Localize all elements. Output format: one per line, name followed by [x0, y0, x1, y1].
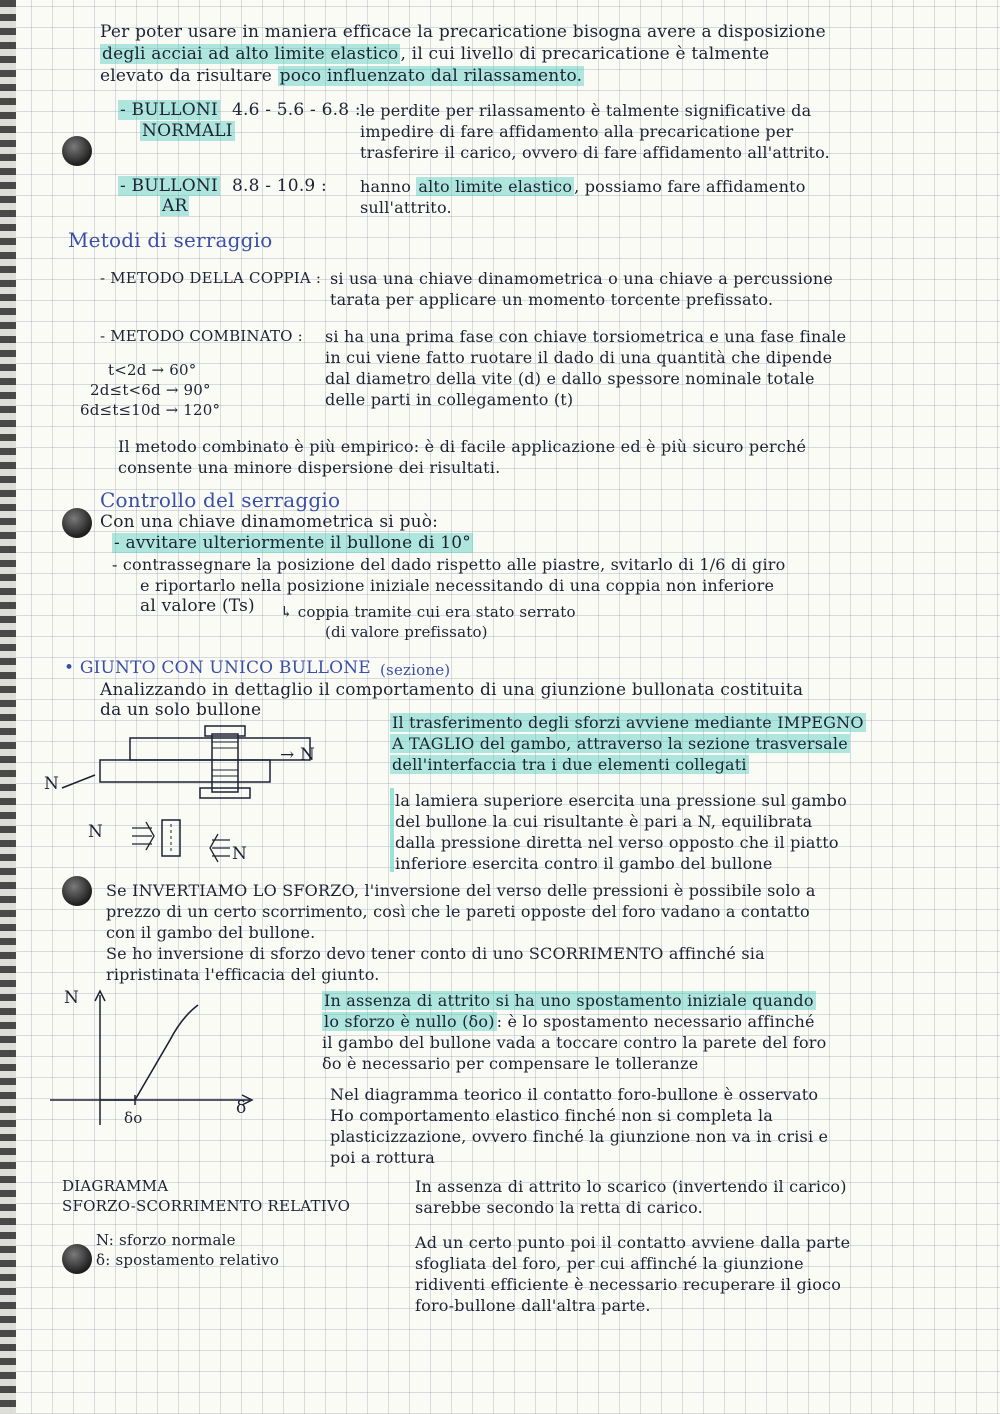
bolts-ar-desc-1a: hanno — [360, 177, 417, 196]
giunto-right-3 — [390, 754, 749, 775]
spiral-binding — [0, 0, 16, 1414]
diagram-text-5: Nel diagramma teorico il contatto foro-bullone è osservato — [330, 1085, 819, 1104]
inversione-line-4: Se ho inversione di sforzo devo tener conto di uno SCORRIMENTO affinché sia — [106, 944, 765, 963]
giunto-right-5: del bullone la cui risultante è pari a N, equilibrata — [395, 812, 813, 831]
force-label-small-left: N — [88, 822, 104, 842]
punch-hole — [62, 1244, 92, 1274]
lower-plate — [100, 760, 270, 782]
controllo-line-4: e riportarlo nella posizione iniziale necessitando di una coppia non inferiore — [140, 576, 775, 595]
section-heading-controllo: Controllo del serraggio — [100, 488, 341, 512]
pressure-arrows-left — [132, 822, 154, 850]
highlight: Il trasferimento degli sforzi avviene mediante IMPEGNO — [392, 713, 864, 732]
rotation-rule-2: 2d≤t<6d → 90° — [90, 381, 211, 399]
giunto-line-2: da un solo bullone — [100, 700, 262, 720]
controllo-line-2 — [112, 533, 473, 554]
highlight-bar — [390, 788, 394, 872]
bolts-ar-label-1: - BULLONI — [120, 176, 218, 196]
bolts-normal-label-2-text: NORMALI — [142, 121, 233, 141]
combinato-note-1: Il metodo combinato è più empirico: è di facile applicazione ed è più sicuro perché — [118, 437, 807, 456]
diagram-text-2-rest: : è lo spostamento necessario affinché — [496, 1012, 815, 1031]
bolts-ar-label-2-text: AR — [162, 196, 188, 216]
diagram-text-2 — [322, 1011, 815, 1032]
diagram-text-12: sfogliata del foro, per cui affinché la giunzione — [415, 1254, 804, 1273]
section-heading-metodi: Metodi di serraggio — [68, 228, 273, 252]
bolts-normal-desc-1: le perdite per rilassamento è talmente significative da — [360, 101, 812, 120]
diagram-y-label: N — [64, 988, 80, 1008]
bolts-ar-desc-1c: , possiamo fare affidamento — [574, 177, 806, 196]
punch-hole — [62, 136, 92, 166]
nut — [200, 788, 250, 798]
force-label-right: → N — [280, 745, 316, 765]
bolt-shank — [212, 734, 238, 792]
controllo-line-6: ↳ coppia tramite cui era stato serrato — [280, 603, 576, 621]
diagram-text-7: plasticizzazione, ovvero finché la giunzione non va in crisi e — [330, 1127, 829, 1146]
diagram-caption-2: SFORZO-SCORRIMENTO RELATIVO — [62, 1197, 351, 1215]
intro-line-3 — [100, 66, 584, 87]
diagram-tick-label: δo — [124, 1109, 143, 1127]
diagram-legend-1: N: sforzo normale — [96, 1231, 236, 1249]
diagram-text-4: δo è necessario per compensare le tolleranze — [322, 1054, 699, 1073]
bolts-normal-label — [118, 100, 220, 121]
highlight: lo sforzo è nullo (δo) — [324, 1012, 495, 1031]
rotation-rule-3: 6d≤t≤10d → 120° — [80, 401, 221, 419]
diagram-legend-2: δ: spostamento relativo — [96, 1251, 280, 1269]
controllo-line-5: al valore (Ts) — [140, 596, 255, 616]
inversione-line-1: Se INVERTIAMO LO SFORZO, l'inversione del verso delle pressioni è possibile solo a — [106, 881, 816, 900]
diagram-text-11: Ad un certo punto poi il contatto avviene dalla parte — [415, 1233, 851, 1252]
metodo-combinato-label: - METODO COMBINATO : — [100, 327, 303, 345]
force-label-small-right: N — [232, 844, 248, 864]
inversione-line-5: ripristinata l'efficacia del giunto. — [106, 965, 380, 984]
giunto-right-6: dalla pressione diretta nel verso opposto che il piatto — [395, 833, 839, 852]
diagram-text-13: ridiventi efficiente è necessario recuperare il gioco — [415, 1275, 842, 1294]
bolts-ar-label — [118, 176, 220, 197]
metodo-combinato-line-2: in cui viene fatto ruotare il dado di una quantità che dipende — [325, 348, 833, 367]
bolts-ar-label-2 — [160, 196, 189, 217]
controllo-line-3: - contrassegnare la posizione del dado rispetto alle piastre, svitarlo di 1/6 di giro — [112, 555, 786, 574]
highlight: In assenza di attrito si ha uno spostamento iniziale quando — [324, 991, 814, 1010]
highlight: dell'interfaccia tra i due elementi collegati — [392, 755, 747, 774]
highlight: alto limite elastico — [418, 177, 573, 196]
bolts-normal-label-2 — [140, 121, 235, 142]
diagram-text-8: poi a rottura — [330, 1148, 435, 1167]
inversione-line-2: prezzo di un certo scorrimento, così che le pareti opposte del foro vadano a contatto — [106, 902, 810, 921]
section-heading-giunto: • GIUNTO CON UNICO BULLONE — [64, 658, 371, 678]
giunto-right-2 — [390, 733, 850, 754]
intro-line-1: Per poter usare in maniera efficace la precaricatione bisogna avere a disposizione — [100, 22, 826, 42]
pressure-arrows-right — [210, 834, 230, 862]
metodo-combinato-line-4: delle parti in collegamento (t) — [325, 390, 574, 409]
punch-hole — [62, 508, 92, 538]
punch-hole — [62, 876, 92, 906]
diagram-x-label: δ — [236, 1098, 247, 1118]
giunto-heading-note: (sezione) — [380, 661, 451, 679]
highlight: - avvitare ulteriormente il bullone di 10° — [114, 533, 471, 553]
bolts-normal-grades: 4.6 - 5.6 - 6.8 : — [232, 100, 361, 120]
diagram-text-14: foro-bullone dall'altra parte. — [415, 1296, 651, 1315]
bolts-normal-desc-2: impedire di fare affidamento alla precaricatione per — [360, 122, 794, 141]
giunto-right-4: la lamiera superiore esercita una pressione sul gambo — [395, 791, 847, 810]
metodo-coppia-label: - METODO DELLA COPPIA : — [100, 269, 322, 287]
highlight: A TAGLIO del gambo, attraverso la sezione trasversale — [392, 734, 848, 753]
metodo-combinato-line-1: si ha una prima fase con chiave torsiometrica e una fase finale — [325, 327, 847, 346]
controllo-line-1: Con una chiave dinamometrica si può: — [100, 512, 439, 532]
intro-line-3-start: elevato da risultare — [100, 66, 278, 86]
rotation-rule-1: t<2d → 60° — [108, 361, 197, 379]
highlight: poco influenzato dal rilassamento. — [279, 66, 583, 86]
highlight: degli acciai ad alto limite elastico — [102, 44, 399, 64]
force-label-left: N — [44, 774, 60, 794]
bolts-normal-desc-3: trasferire il carico, ovvero di fare affidamento all'attrito. — [360, 143, 830, 162]
bolts-ar-grades: 8.8 - 10.9 : — [232, 176, 327, 196]
giunto-right-7: inferiore esercita contro il gambo del bullone — [395, 854, 773, 873]
diagram-text-3: il gambo del bullone vada a toccare contro la parete del foro — [322, 1033, 827, 1052]
intro-line-2 — [100, 44, 769, 65]
curve — [100, 1005, 198, 1100]
diagram-text-9: In assenza di attrito lo scarico (invertendo il carico) — [415, 1177, 847, 1196]
giunto-right-1 — [390, 712, 866, 733]
diagram-text-10: sarebbe secondo la retta di carico. — [415, 1198, 703, 1217]
controllo-line-7: (di valore prefissato) — [325, 623, 488, 641]
bolt-joint-sketch — [40, 720, 360, 870]
metodo-coppia-line-1: si usa una chiave dinamometrica o una chiave a percussione — [330, 269, 833, 288]
bolts-ar-desc-1 — [360, 176, 806, 197]
diagram-text-1 — [322, 990, 816, 1011]
giunto-line-1: Analizzando in dettaglio il comportamento di una giunzione bullonata costituita — [100, 680, 804, 700]
diagram-caption-1: DIAGRAMMA — [62, 1177, 169, 1195]
bolts-ar-desc-2: sull'attrito. — [360, 198, 452, 217]
inversione-line-3: con il gambo del bullone. — [106, 923, 316, 942]
metodo-coppia-line-2: tarata per applicare un momento torcente prefissato. — [330, 290, 774, 309]
metodo-combinato-line-3: dal diametro della vite (d) e dallo spessore nominale totale — [325, 369, 815, 388]
intro-line-2-rest: , il cui livello di precaricatione è talmente — [400, 44, 770, 64]
combinato-note-2: consente una minore dispersione dei risultati. — [118, 458, 501, 477]
bolts-normal-label-1: - BULLONI — [120, 100, 218, 120]
diagram-text-6: Ho comportamento elastico finché non si completa la — [330, 1106, 773, 1125]
